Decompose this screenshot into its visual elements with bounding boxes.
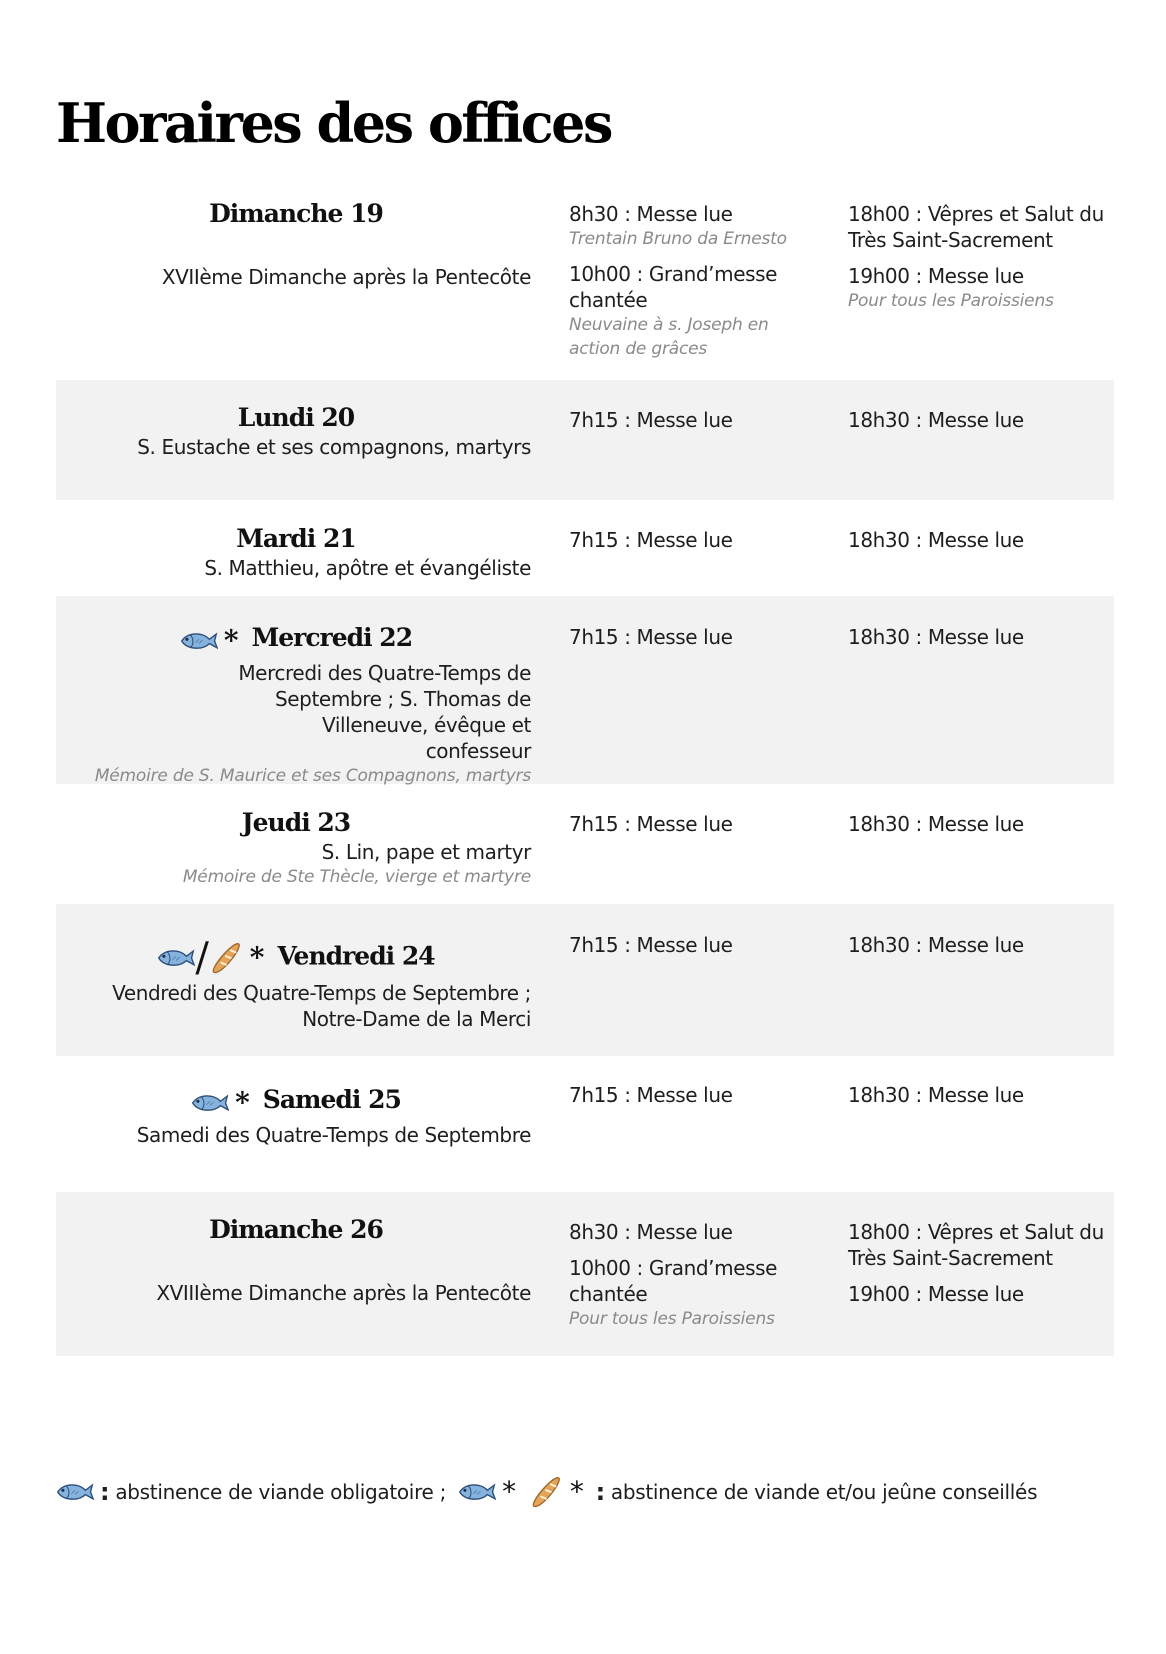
day-title: Mercredi 22 (251, 623, 413, 652)
day-title: Dimanche 19 (209, 199, 383, 228)
fish-icon (56, 1479, 94, 1505)
service-time: 18h30 : Messe lue (848, 528, 1024, 552)
fish-icon (191, 1090, 229, 1116)
asterisk-symbol: * (569, 1475, 584, 1508)
day-row-mardi-21 (56, 500, 1114, 596)
day-title: Samedi 25 (262, 1085, 401, 1114)
mass-intention: Pour tous les Paroissiens (848, 291, 1054, 311)
fish-icon (458, 1479, 496, 1505)
service-time: 8h30 : Messe lue (569, 202, 733, 226)
asterisk-symbol: * (235, 1086, 249, 1119)
service-time: 7h15 : Messe lue (569, 528, 733, 552)
legend-abstinence-text: abstinence de viande obligatoire ; (115, 1480, 447, 1504)
service-time: 7h15 : Messe lue (569, 625, 733, 649)
day-row-dimanche-26 (56, 1192, 1114, 1356)
service-time: 19h00 : Messe lue (848, 264, 1024, 288)
feast-label: S. Eustache et ses compagnons, martyrs (137, 435, 531, 459)
service-time: 7h15 : Messe lue (569, 1083, 733, 1107)
day-row-jeudi-23 (56, 784, 1114, 904)
asterisk-symbol: * (502, 1475, 516, 1508)
asterisk-symbol: * (223, 624, 238, 657)
feast-label: S. Matthieu, apôtre et évangéliste (204, 556, 531, 580)
fish-icon (157, 945, 195, 971)
mass-intention: Neuvaine à s. Joseph en action de grâces (569, 315, 769, 359)
page-title: Horaires des offices (56, 91, 611, 155)
service-time: 10h00 : Grand’messe chantée (569, 262, 778, 312)
mass-intention: Trentain Bruno da Ernesto (569, 229, 787, 249)
feast-label: Vendredi des Quatre-Temps de Septembre ; Notre-Dame de la Merci (112, 981, 531, 1031)
service-time: 18h30 : Messe lue (848, 812, 1024, 836)
fish-icon (180, 628, 218, 654)
slash-symbol: / (195, 935, 208, 981)
day-title: Dimanche 26 (209, 1215, 383, 1244)
feast-label: XVIIIème Dimanche après la Pentecôte (156, 1281, 531, 1305)
feast-label: XVIIème Dimanche après la Pentecôte (161, 265, 531, 289)
bread-icon (528, 1474, 564, 1510)
day-title: Lundi 20 (237, 403, 355, 432)
feast-label: Samedi des Quatre-Temps de Septembre (136, 1122, 531, 1147)
day-row-lundi-20 (56, 380, 1114, 500)
service-time: 18h00 : Vêpres et Salut du Très Saint-Sacrement (848, 1220, 1104, 1270)
service-time: 18h30 : Messe lue (848, 1083, 1024, 1107)
service-time: 7h15 : Messe lue (569, 933, 733, 957)
day-row-mercredi-22 (56, 596, 1114, 784)
service-time: 7h15 : Messe lue (569, 408, 733, 432)
service-time: 18h00 : Vêpres et Salut du Très Saint-Sacrement (848, 202, 1104, 252)
service-time: 7h15 : Messe lue (569, 812, 733, 836)
service-time: 18h30 : Messe lue (848, 408, 1024, 432)
legend-optional-text: abstinence de viande et/ou jeûne conseillés (610, 1480, 1038, 1504)
bread-icon (208, 940, 244, 976)
memorial-label: Mémoire de S. Maurice et ses Compagnons, martyrs (94, 765, 531, 786)
memorial-label: Mémoire de Ste Thècle, vierge et martyre (182, 867, 531, 887)
service-time: 18h30 : Messe lue (848, 625, 1024, 649)
day-title: Jeudi 23 (241, 808, 351, 837)
service-time: 10h00 : Grand’messe chantée (569, 1256, 778, 1306)
service-time: 8h30 : Messe lue (569, 1220, 733, 1244)
legend: : abstinence de viande obligatoire ; * * : abstinence de viande et/ou jeûne conseillés (56, 1474, 1136, 1510)
day-title: Mardi 21 (236, 524, 356, 553)
day-row-samedi-25 (56, 1056, 1114, 1192)
service-time: 18h30 : Messe lue (848, 933, 1024, 957)
mass-intention: Pour tous les Paroissiens (569, 1309, 775, 1329)
day-row-vendredi-24 (56, 904, 1114, 1056)
feast-label: S. Lin, pape et martyr (321, 840, 531, 864)
day-title: Vendredi 24 (277, 941, 435, 971)
service-time: 19h00 : Messe lue (848, 1282, 1024, 1306)
asterisk-symbol: * (249, 941, 264, 974)
feast-label: Mercredi des Quatre-Temps de Septembre ; S. Thomas de Villeneuve, évêque et confesseur (238, 660, 531, 763)
day-row-dimanche-19 (56, 196, 1114, 376)
